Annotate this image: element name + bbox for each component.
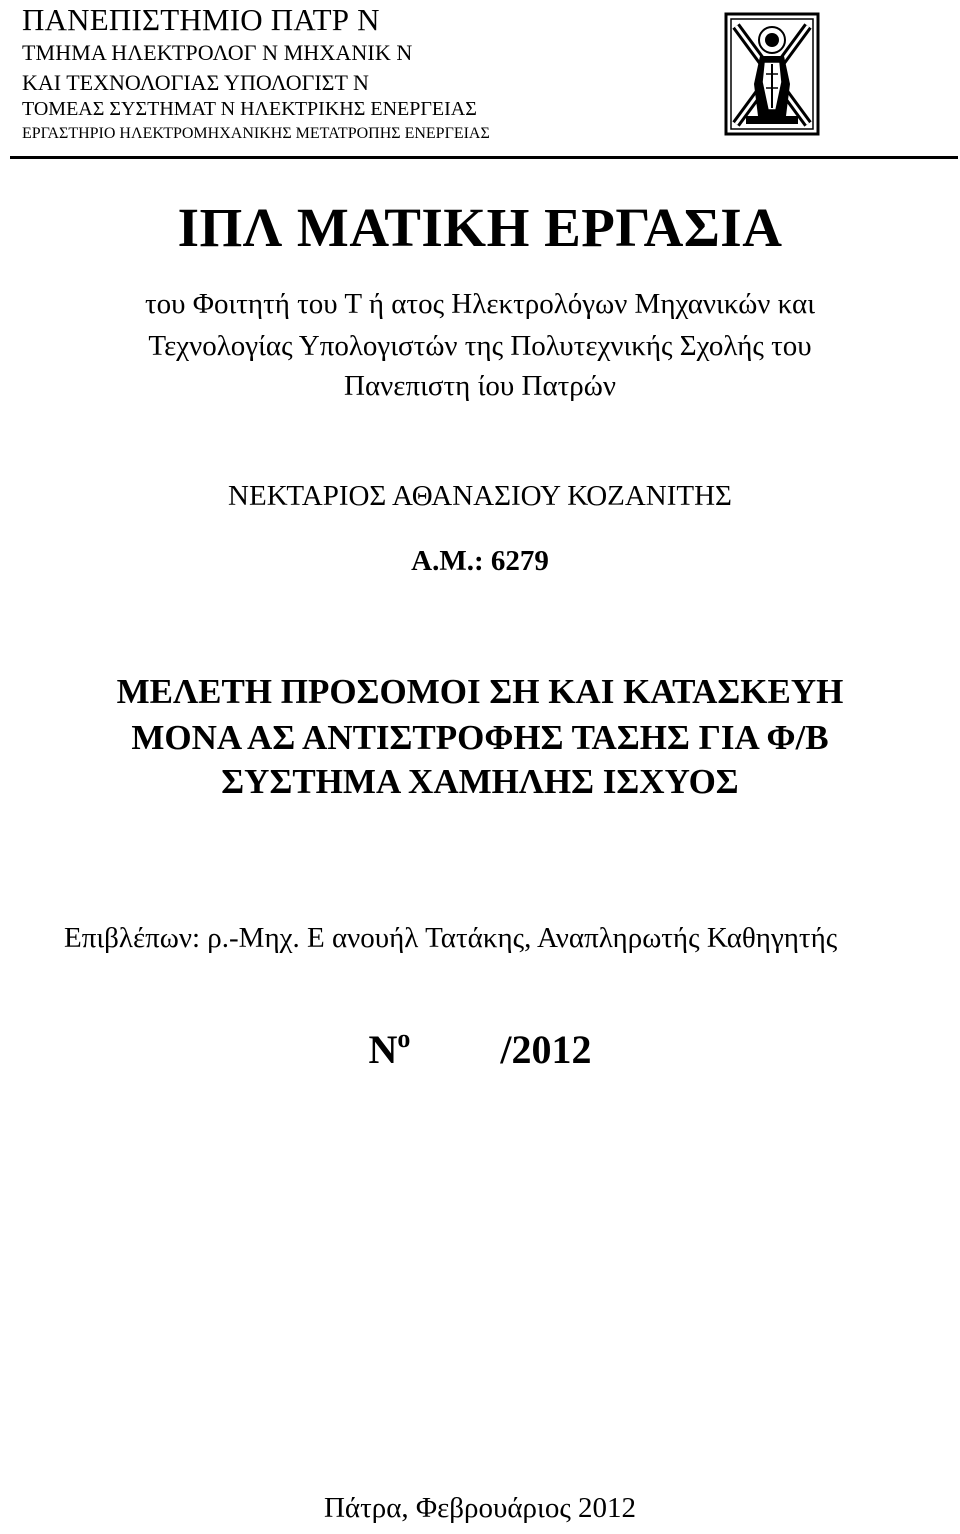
registration-number: Α.Μ.: 6279 <box>411 545 549 577</box>
header-divider <box>10 156 958 159</box>
document-title: ΙΠΛ ΜΑΤΙΚΗ ΕΡΓΑΣΙΑ <box>177 197 783 258</box>
department-line-2: ΚΑΙ ΤΕΧΝΟΛΟΓΙΑΣ ΥΠΟΛΟΓΙΣΤ Ν <box>22 70 369 95</box>
thesis-title-line-1: ΜΕΛΕΤΗ ΠΡΟΣΟΜΟΙ ΣΗ ΚΑΙ ΚΑΤΑΣΚΕΥΗ <box>116 672 844 711</box>
thesis-number-year: /2012 <box>500 1027 592 1072</box>
place-date: Πάτρα, Φεβρουάριος 2012 <box>323 1492 637 1524</box>
university-seal-icon <box>724 12 820 136</box>
supervisor: Επιβλέπων: ρ.-Μηχ. Ε ανουήλ Τατάκης, Αναπληρωτής Καθηγητής <box>64 922 838 954</box>
department-line-1: ΤΜΗΜΑ ΗΛΕΚΤΡΟΛΟΓ Ν ΜΗΧΑΝΙΚ Ν <box>22 40 413 65</box>
thesis-number-prefix: N <box>368 1027 398 1072</box>
thesis-title-line-2: ΜΟΝΑ ΑΣ ΑΝΤΙΣΤΡΟΦΗΣ ΤΑΣΗΣ ΓΙΑ Φ/Β <box>131 718 829 757</box>
thesis-number-superscript: o <box>397 1024 411 1053</box>
intro-line-1: του Φοιτητή του Τ ή ατος Ηλεκτρολόγων Μηχανικών και <box>144 288 816 320</box>
thesis-number <box>0 1024 960 1073</box>
student-name: ΝΕΚΤΑΡΙΟΣ ΑΘΑΝΑΣΙΟΥ ΚΟΖΑΝΙΤΗΣ <box>228 480 732 512</box>
laboratory-name: ΕΡΓΑΣΤΗΡΙΟ ΗΛΕΚΤΡΟΜΗΧΑΝΙΚΗΣ ΜΕΤΑΤΡΟΠΗΣ ΕΝΕΡΓΕΙΑΣ <box>22 125 490 142</box>
thesis-title-line-3: ΣΥΣΤΗΜΑ ΧΑΜΗΛΗΣ ΙΣΧΥΟΣ <box>221 762 739 801</box>
intro-line-2: Τεχνολογίας Υπολογιστών της Πολυτεχνικής Σχολής του <box>148 330 812 362</box>
intro-line-3: Πανεπιστη ίου Πατρών <box>344 370 616 402</box>
sector-name: ΤΟΜΕΑΣ ΣΥΣΤΗΜΑΤ Ν ΗΛΕΚΤΡΙΚΗΣ ΕΝΕΡΓΕΙΑΣ <box>22 98 477 120</box>
university-name: ΠΑΝΕΠΙΣΤΗΜΙΟ ΠΑΤΡ Ν <box>22 2 380 37</box>
